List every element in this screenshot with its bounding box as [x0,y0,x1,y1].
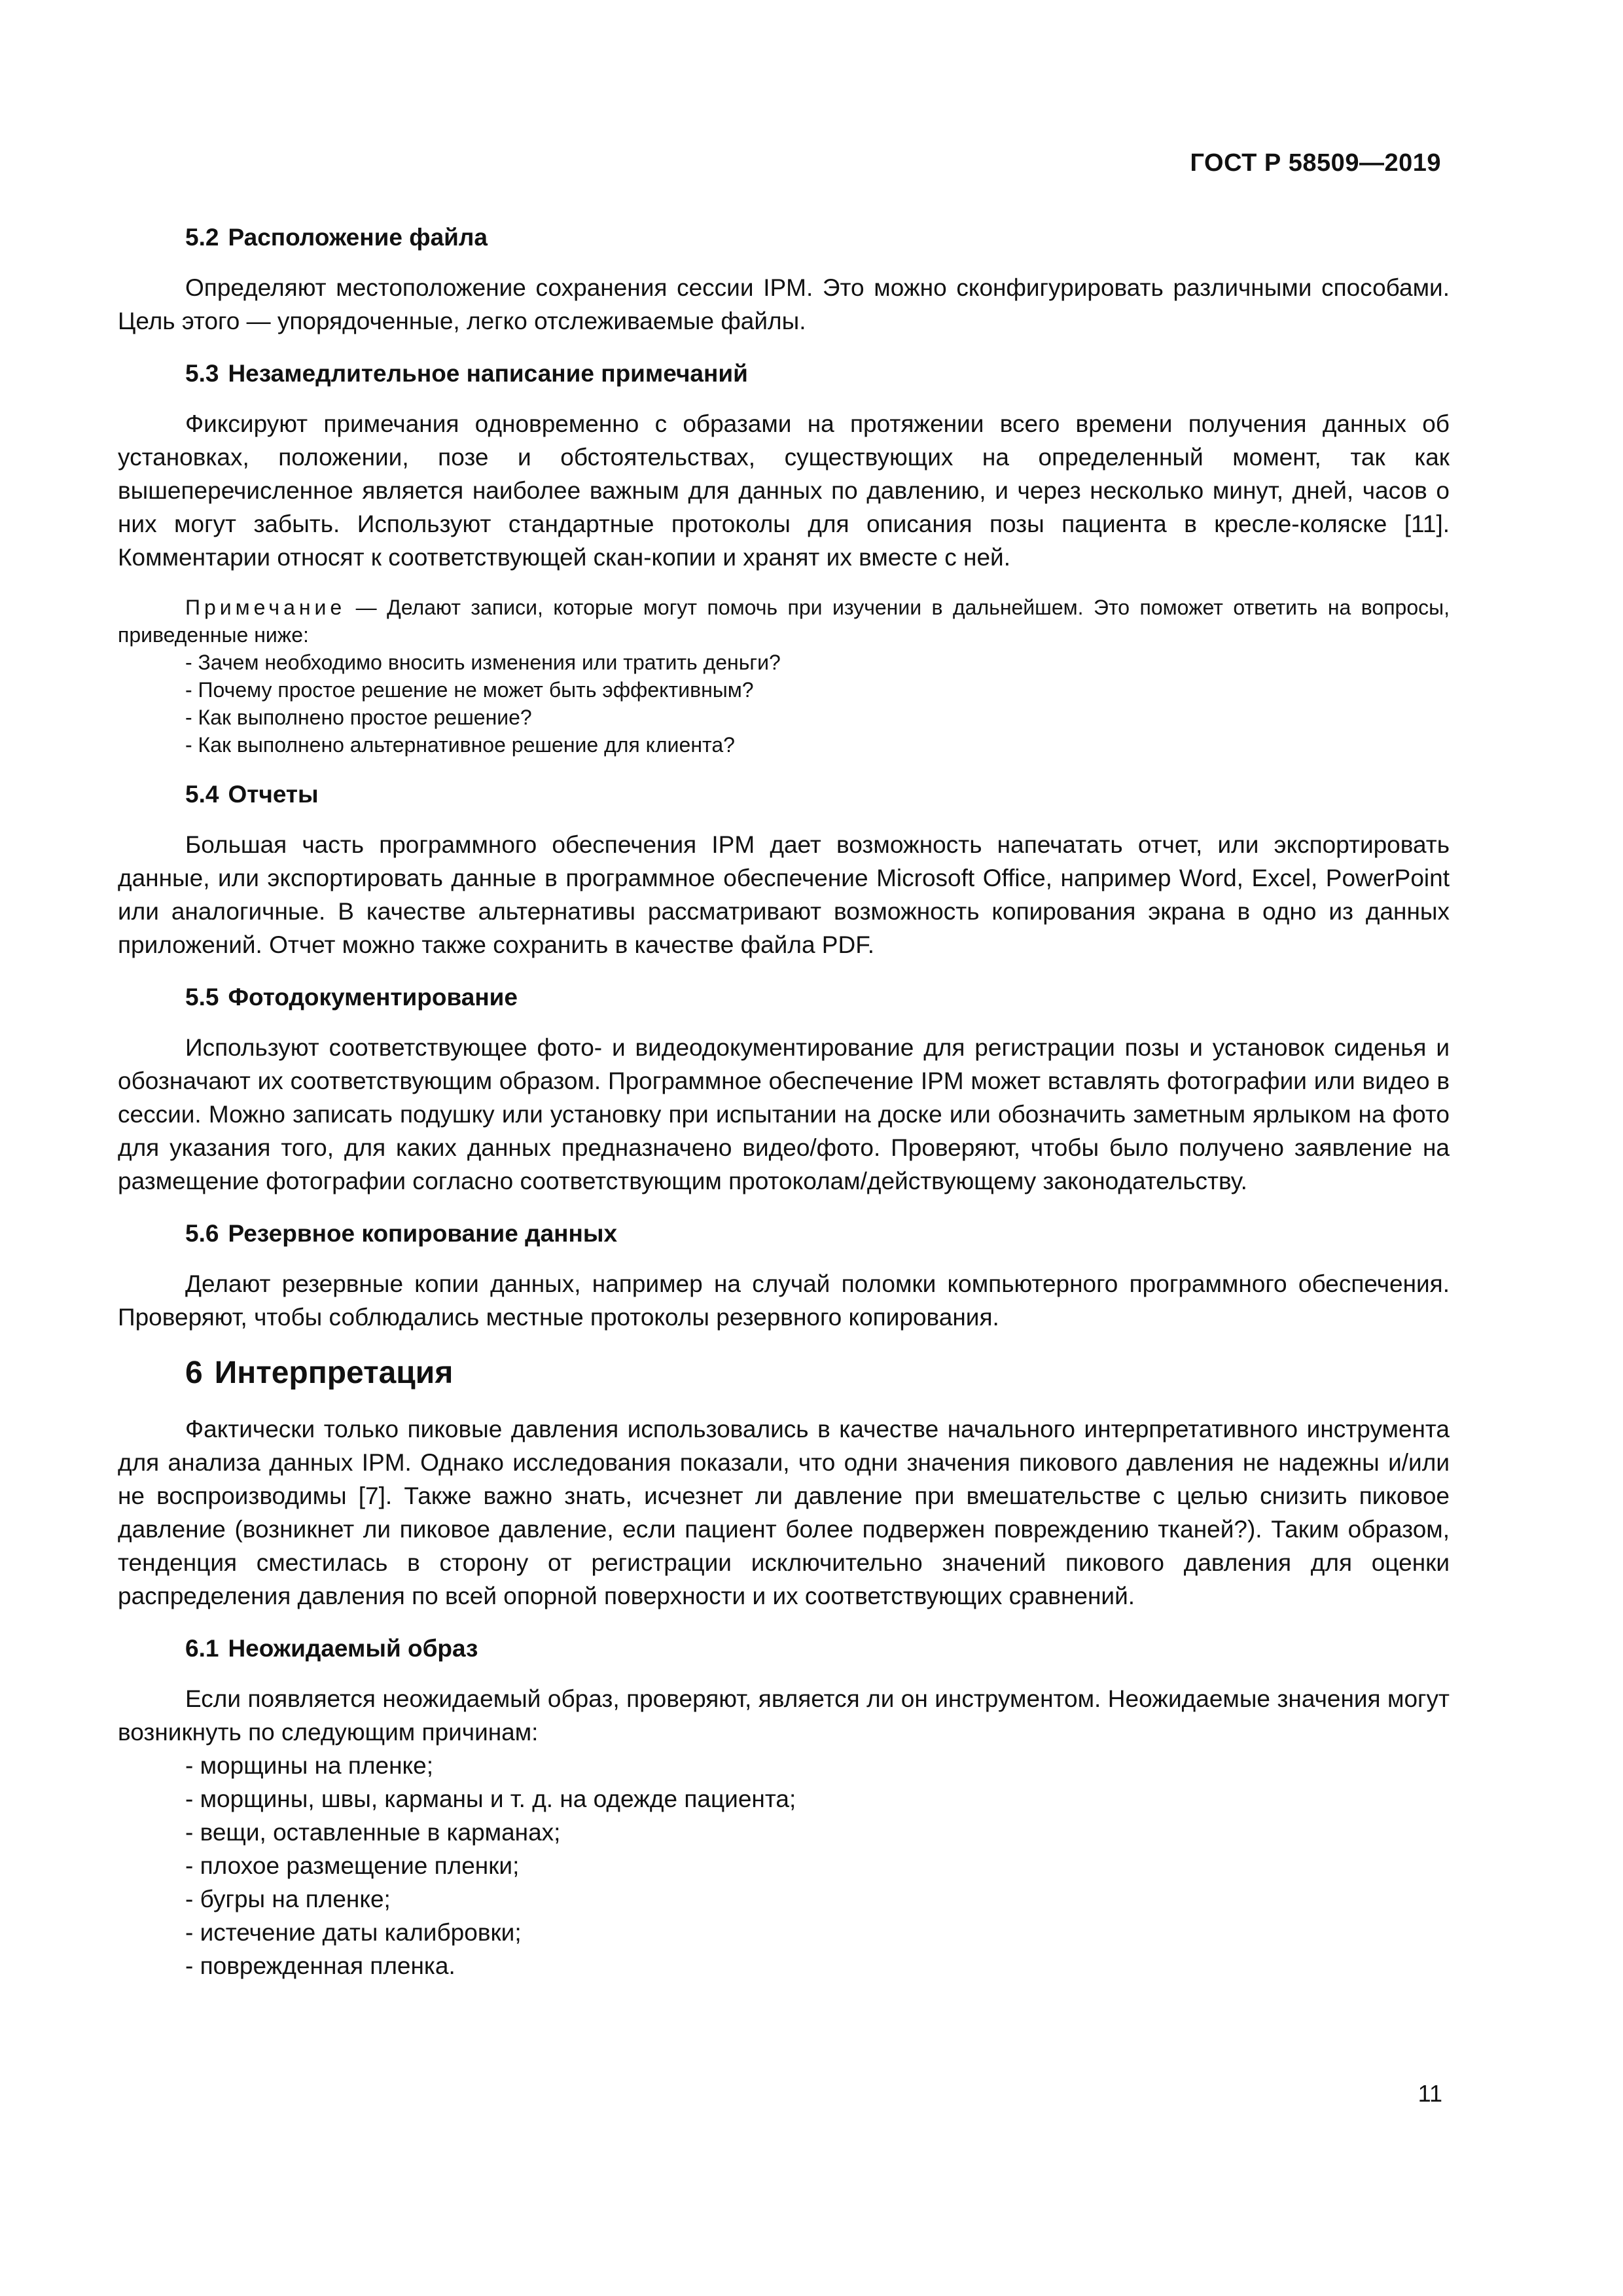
section-number: 5.5 [185,984,219,1011]
section-number: 6.1 [185,1635,219,1662]
list-item: - Как выполнено простое решение? [185,706,532,729]
section-heading [118,1632,1450,1665]
section-6-1 [118,1632,1450,1982]
list-item: - Как выполнено альтернативное решение для клиента? [185,733,735,757]
note-label: Примечание [185,596,346,619]
list-item: - морщины, швы, карманы и т. д. на одежде пациента; [185,1785,796,1812]
section-5-2 [118,221,1450,338]
chapter-title: Интерпретация [214,1355,454,1390]
section-heading [118,221,1450,254]
section-5-6 [118,1217,1450,1334]
section-6 [118,1354,1450,1613]
section-number: 5.2 [185,224,219,251]
section-heading [118,981,1450,1014]
page-number: 11 [1418,2080,1442,2107]
list-item: - поврежденная пленка. [185,1952,455,1979]
section-number: 5.6 [185,1220,219,1247]
section-heading [118,357,1450,390]
section-5-3 [118,357,1450,759]
list-item: - истечение даты калибровки; [185,1919,522,1946]
note-list [118,649,1450,759]
paragraph: Фиксируют примечания одновременно с образами на протяжении всего времени получения данных об установках, положении, позе и обстоятельствах, существующих на определенный момент, так как вышеперечисленное является наиболее важным для данных по давлению, и через несколько минут, дней, часов о них могут забыть. Используют стандартные протоколы для описания позы пациента в кресле-коляске [11]. Комментарии относят к соответствующей скан-копии и хранят их вместе с ней. [118,410,1450,571]
causes-list [118,1749,1450,1982]
section-title: Неожидаемый образ [228,1635,478,1662]
section-title: Отчеты [228,781,319,808]
section-heading [118,1217,1450,1250]
section-heading [118,778,1450,811]
list-item: - Почему простое решение не может быть эффективным? [185,678,754,702]
paragraph: Определяют местоположение сохранения сессии IPM. Это можно сконфигурировать различными способами. Цель этого — упорядоченные, легко отслеживаемые файлы. [118,274,1450,334]
paragraph: Фактически только пиковые давления использовались в качестве начального интерпретативного инструмента для анализа данных IPM. Однако исследования показали, что одни значения пикового давления не надежны и/или не воспроизводимы [7]. Также важно знать, исчезнет ли давление при вмешательстве с целью снизить пиковое давление (возникнет ли пиковое давление, если пациент более подвержен повреждению тканей?). Таким образом, тенденция сместилась в сторону от регистрации исключительно значений пикового давления для оценки распределения давления по всей опорной поверхности и их соответствующих сравнений. [118,1416,1450,1609]
section-title: Фотодокументирование [228,984,518,1011]
note-text: — Делают записи, которые могут помочь при изучении в дальнейшем. Это поможет ответить на вопросы, приведенные ниже: [118,596,1450,647]
section-5-5 [118,981,1450,1198]
paragraph: Если появляется неожидаемый образ, проверяют, является ли он инструментом. Неожидаемые значения могут возникнуть по следующим причинам: [118,1685,1450,1746]
list-item: - бугры на пленке; [185,1886,391,1912]
document-body [118,221,1450,1982]
section-title: Расположение файла [228,224,488,251]
list-item: - вещи, оставленные в карманах; [185,1819,561,1846]
section-title: Незамедлительное написание примечаний [228,360,748,387]
list-item: - Зачем необходимо вносить изменения или тратить деньги? [185,651,781,674]
chapter-heading [118,1354,1450,1393]
paragraph: Используют соответствующее фото- и видеодокументирование для регистрации позы и установок сиденья и обозначают их соответствующим образом. Программное обеспечение IPM может вставлять фотографии или видео в сессии. Можно записать подушку или установку при испытании на доске или обозначить заметным ярлыком на фото для указания того, для каких данных предназначено видео/фото. Проверяют, чтобы было получено заявление на размещение фотографии согласно соответствующим протоколам/действующему законодательству. [118,1034,1450,1194]
note [118,594,1450,649]
section-number: 5.4 [185,781,219,808]
list-item: - морщины на пленке; [185,1752,433,1779]
section-5-4 [118,778,1450,961]
list-item: - плохое размещение пленки; [185,1852,520,1879]
chapter-number: 6 [185,1355,203,1390]
section-number: 5.3 [185,360,219,387]
document-code: ГОСТ Р 58509—2019 [1190,149,1441,177]
section-title: Резервное копирование данных [228,1220,618,1247]
paragraph: Большая часть программного обеспечения IPM дает возможность напечатать отчет, или экспортировать данные, или экспортировать данные в программное обеспечение Microsoft Office, например Word, Excel, PowerPoint или аналогичные. В качестве альтернативы рассматривают возможность копирования экрана в одно из данных приложений. Отчет можно также сохранить в качестве файла PDF. [118,831,1450,958]
paragraph: Делают резервные копии данных, например на случай поломки компьютерного программного обеспечения. Проверяют, чтобы соблюдались местные протоколы резервного копирования. [118,1270,1450,1331]
